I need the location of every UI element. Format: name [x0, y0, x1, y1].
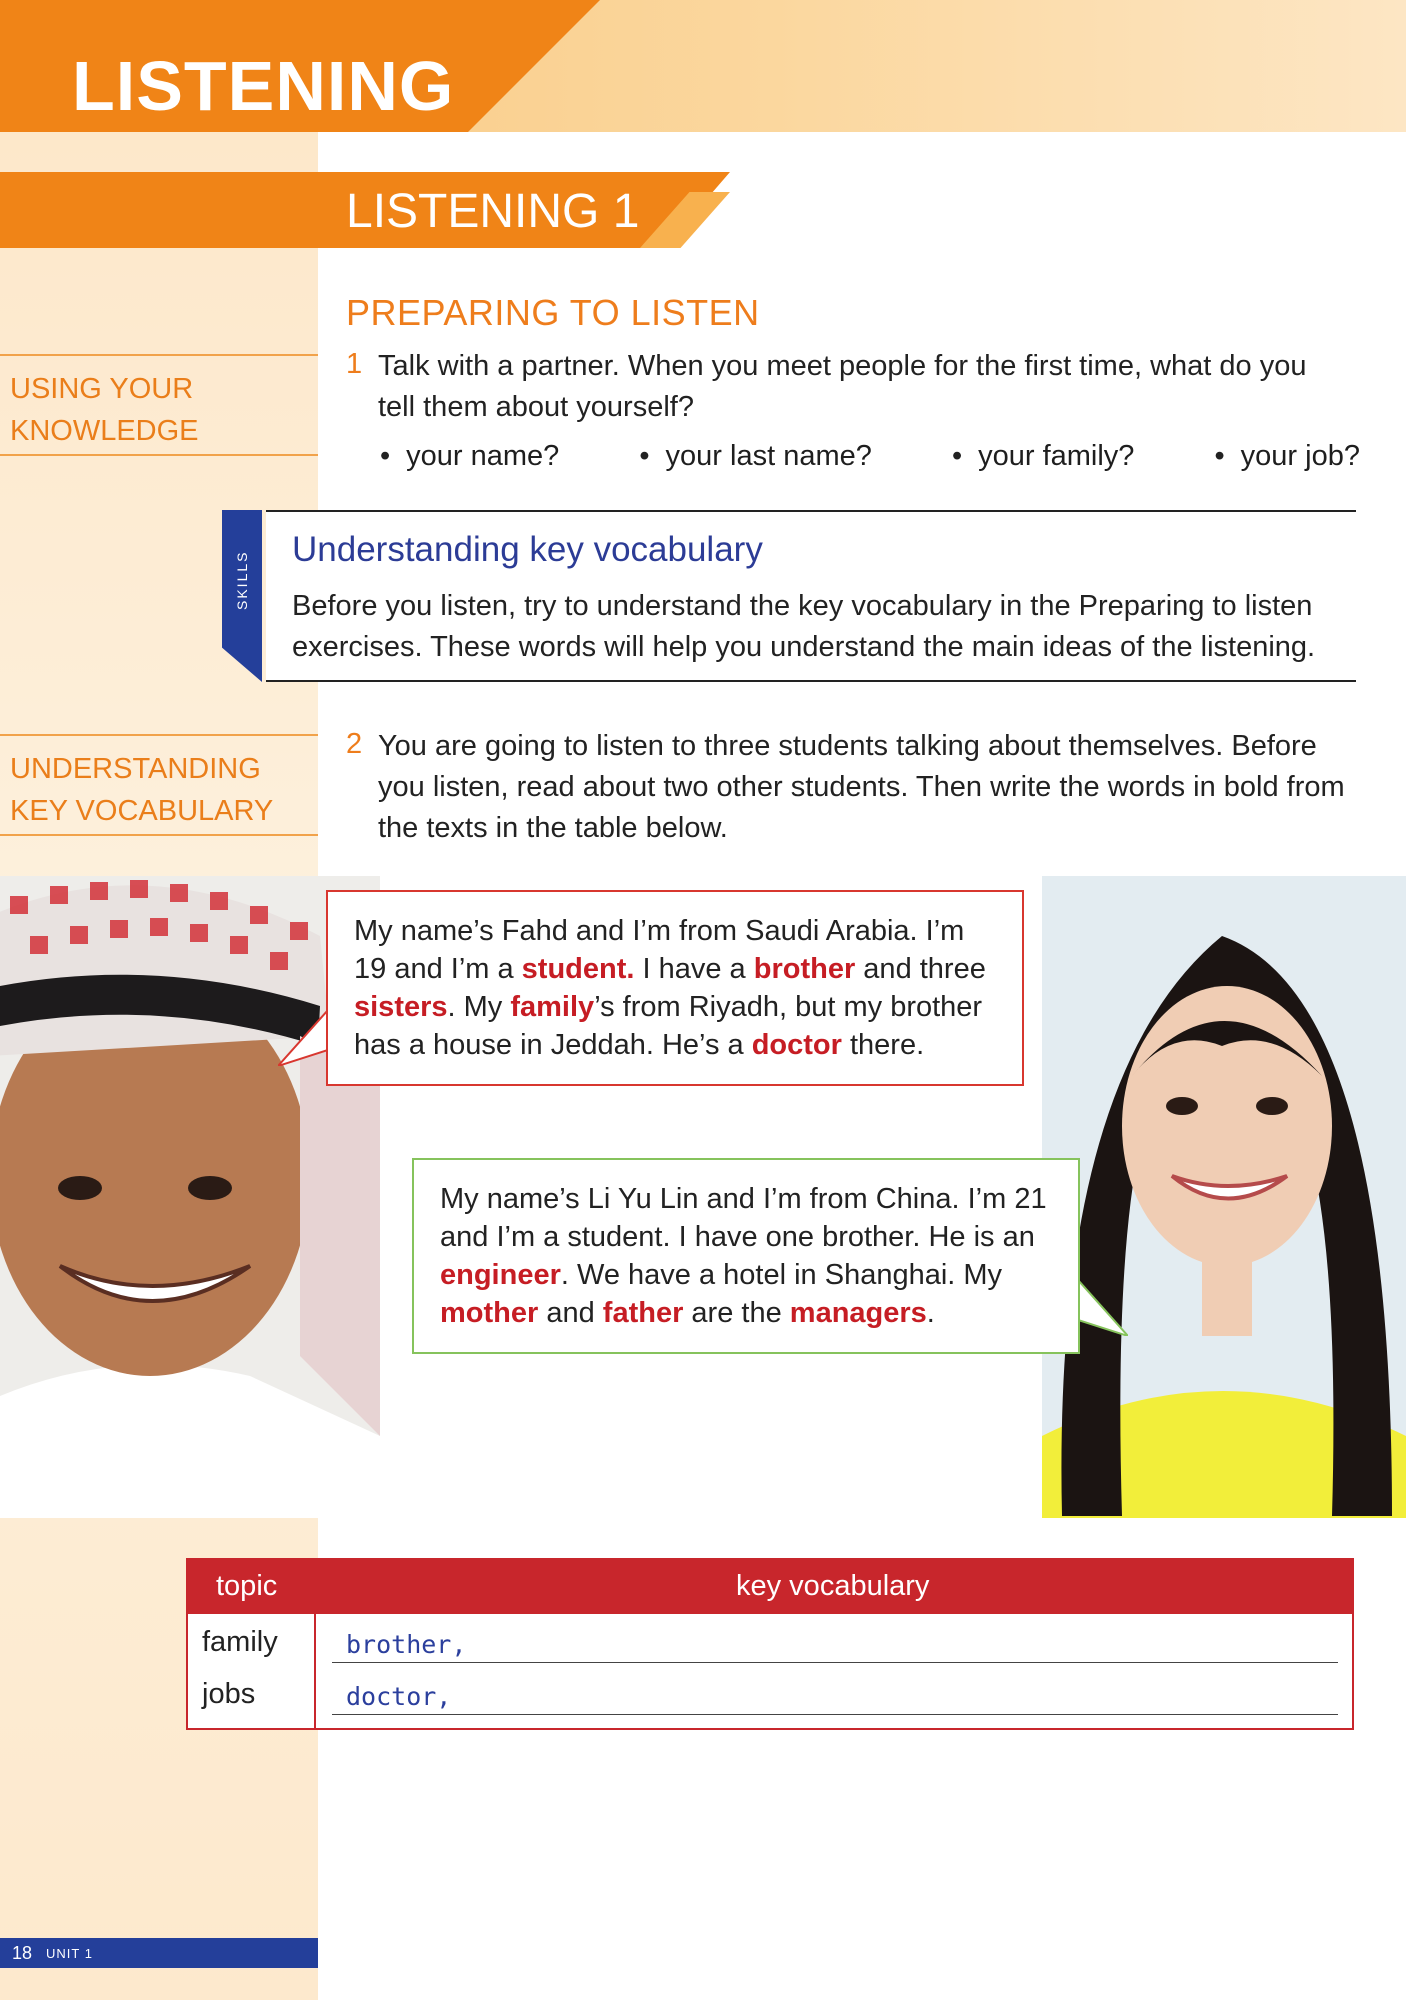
bubble-text-run: . We have a hotel in Shanghai. My [560, 1259, 1003, 1291]
bullet-item: • your last name? [639, 440, 871, 473]
bold-vocabulary-word: engineer [440, 1259, 561, 1291]
bold-vocabulary-word: student. [521, 953, 635, 985]
li-illustration [1042, 876, 1406, 1518]
table-cell-topic: family [202, 1626, 278, 1658]
bubble-text-run: My name’s Li Yu Lin and I’m from China. I’m 21 and I’m a student. I have one brother. He is an [440, 1183, 1047, 1253]
fahd-illustration [0, 876, 380, 1518]
speech-bubble-fahd [326, 890, 1024, 1086]
table-cell-answer[interactable]: doctor, [346, 1682, 452, 1711]
bubble-tail [1078, 1280, 1128, 1336]
bold-vocabulary-word: mother [440, 1297, 539, 1329]
bullet-item: • your family? [952, 440, 1134, 473]
bubble-text-run: there. [841, 1029, 925, 1061]
margin-label-using-knowledge [0, 354, 318, 456]
margin-label-line: KEY VOCABULARY [10, 795, 274, 827]
bubble-text-run: and three [855, 953, 986, 985]
bold-vocabulary-word: brother [753, 953, 856, 985]
bold-vocabulary-word: doctor [751, 1029, 842, 1061]
exercise-1-text: Talk with a partner. When you meet people for the first time, what do you tell them about yourself? [378, 350, 1307, 423]
skills-tab-label: SKILLS [234, 550, 250, 610]
bullet-item: • your job? [1215, 440, 1360, 473]
exercise-2-text: You are going to listen to three students talking about themselves. Before you listen, read about two other students. Then write the words in bold from the texts in the table below. [378, 730, 1345, 844]
answer-line [332, 1714, 1338, 1715]
page-number: 18 [12, 1942, 33, 1963]
photo-student-li [1042, 876, 1406, 1518]
li-text [440, 1183, 1047, 1329]
fahd-text [354, 915, 986, 1061]
exercise-number: 2 [346, 728, 363, 760]
bold-vocabulary-word: father [602, 1297, 684, 1329]
bubble-text-run: I have a [634, 953, 754, 985]
bold-vocabulary-word: managers [789, 1297, 927, 1329]
bubble-text-run: . [926, 1297, 935, 1329]
skills-title: Understanding key vocabulary [292, 530, 763, 569]
margin-label-understanding-vocabulary [0, 734, 318, 836]
bullet-list [380, 440, 1360, 473]
table-cell-answer[interactable]: brother, [346, 1630, 467, 1659]
bold-vocabulary-word: sisters [354, 991, 448, 1023]
section-title: LISTENING 1 [346, 185, 640, 238]
table-header-key-vocabulary: key vocabulary [736, 1570, 930, 1602]
margin-label-line: UNDERSTANDING [10, 753, 261, 785]
bubble-tail [278, 1010, 328, 1066]
bold-vocabulary-word: family [510, 991, 595, 1023]
preparing-heading: PREPARING TO LISTEN [346, 292, 760, 333]
bubble-text-run: are the [683, 1297, 790, 1329]
exercise-number: 1 [346, 348, 363, 380]
photo-student-fahd [0, 876, 380, 1518]
margin-label-line: KNOWLEDGE [10, 415, 199, 447]
table-header-topic: topic [216, 1570, 278, 1602]
bubble-text-run: My name’s Fahd and I’m from Saudi Arabia. I’m 19 and I’m a [354, 915, 965, 985]
margin-label-line: USING YOUR [10, 373, 194, 405]
bubble-text-run: . My [447, 991, 511, 1023]
page-title: LISTENING [72, 47, 455, 125]
speech-bubble-li [412, 1158, 1080, 1354]
unit-label: UNIT 1 [46, 1945, 93, 1961]
table-column-divider [314, 1558, 316, 1730]
page-footer [0, 1938, 318, 1968]
bubble-text-run: ’s from Riyadh, but my brother has a house in Jeddah. He’s a [354, 991, 983, 1061]
table-cell-topic: jobs [202, 1678, 256, 1710]
skills-body: Before you listen, try to understand the key vocabulary in the Preparing to listen exercises. These words will help you understand the main ideas of the listening. [292, 590, 1316, 663]
answer-line [332, 1662, 1338, 1663]
bubble-text-run: and [538, 1297, 603, 1329]
bullet-item: • your name? [380, 440, 559, 473]
